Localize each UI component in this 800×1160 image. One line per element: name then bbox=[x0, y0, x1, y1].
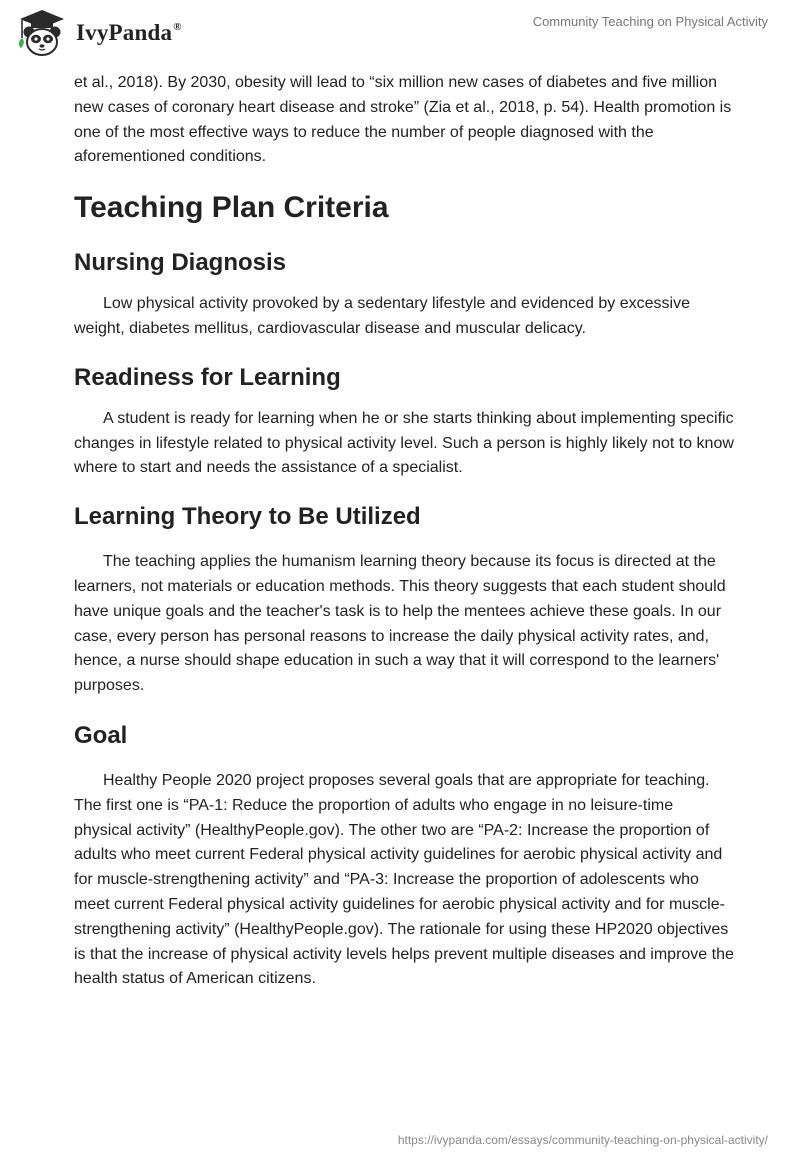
document-title: Community Teaching on Physical Activity bbox=[532, 14, 768, 29]
goal-paragraph: Healthy People 2020 project proposes several goals that are appropriate for teaching. The first one is “PA-1: Reduce the proportion of adults who engage in no leisure-time physical activity” (HealthyPeople.gov). The other two are “PA-2: Increase the proportion of adults who meet current Federal physical activity guidelines for aerobic physical activity and for muscle-strengthening activity” and “PA-3: Increase the proportion of adolescents who meet current Federal physical activity guidelines for aerobic physical activity and for muscle-strengthening activity” (HealthyPeople.gov). The rationale for using these HP2020 objectives is that the increase of physical activity levels helps prevent multiple diseases and improve the health status of American citizens. bbox=[74, 771, 734, 988]
intro-paragraph: et al., 2018). By 2030, obesity will lead to “six million new cases of diabetes and five million new cases of coronary heart disease and stroke” (Zia et al., 2018, p. 54). Health promotion is one of the most effective ways to reduce the number of people diagnosed with the aforementioned conditions. bbox=[74, 74, 732, 166]
brand-name: IvyPanda® bbox=[76, 20, 182, 45]
heading-readiness-for-learning: Readiness for Learning bbox=[74, 363, 341, 391]
source-url[interactable]: https://ivypanda.com/essays/community-teaching-on-physical-activity/ bbox=[397, 1133, 768, 1147]
learning-theory-paragraph: The teaching applies the humanism learning theory because its focus is directed at the learners, not materials or education methods. This theory suggests that each student should have unique goals and the teacher's task is to help the mentees achieve these goals. In our case, every person has personal reasons to increase the daily physical activity rates, and, hence, a nurse should shape education in such a way that it will correspond to the learners' purposes. bbox=[74, 553, 726, 695]
page-header bbox=[0, 0, 800, 66]
readiness-paragraph: A student is ready for learning when he or she starts thinking about implementing specific changes in lifestyle related to physical activity level. Such a person is highly likely not to know where to start and needs the assistance of a specialist. bbox=[74, 409, 734, 477]
brand-logo[interactable] bbox=[14, 8, 182, 58]
section-heading-teaching-plan-criteria: Teaching Plan Criteria bbox=[74, 191, 389, 225]
heading-nursing-diagnosis: Nursing Diagnosis bbox=[74, 249, 287, 277]
heading-goal: Goal bbox=[74, 721, 128, 749]
heading-learning-theory: Learning Theory to Be Utilized bbox=[74, 503, 421, 531]
essay-content bbox=[74, 71, 734, 992]
panda-graduate-icon bbox=[14, 8, 70, 58]
nursing-diagnosis-paragraph: Low physical activity provoked by a sedentary lifestyle and evidenced by excessive weight, diabetes mellitus, cardiovascular disease and muscular delicacy. bbox=[74, 295, 690, 337]
